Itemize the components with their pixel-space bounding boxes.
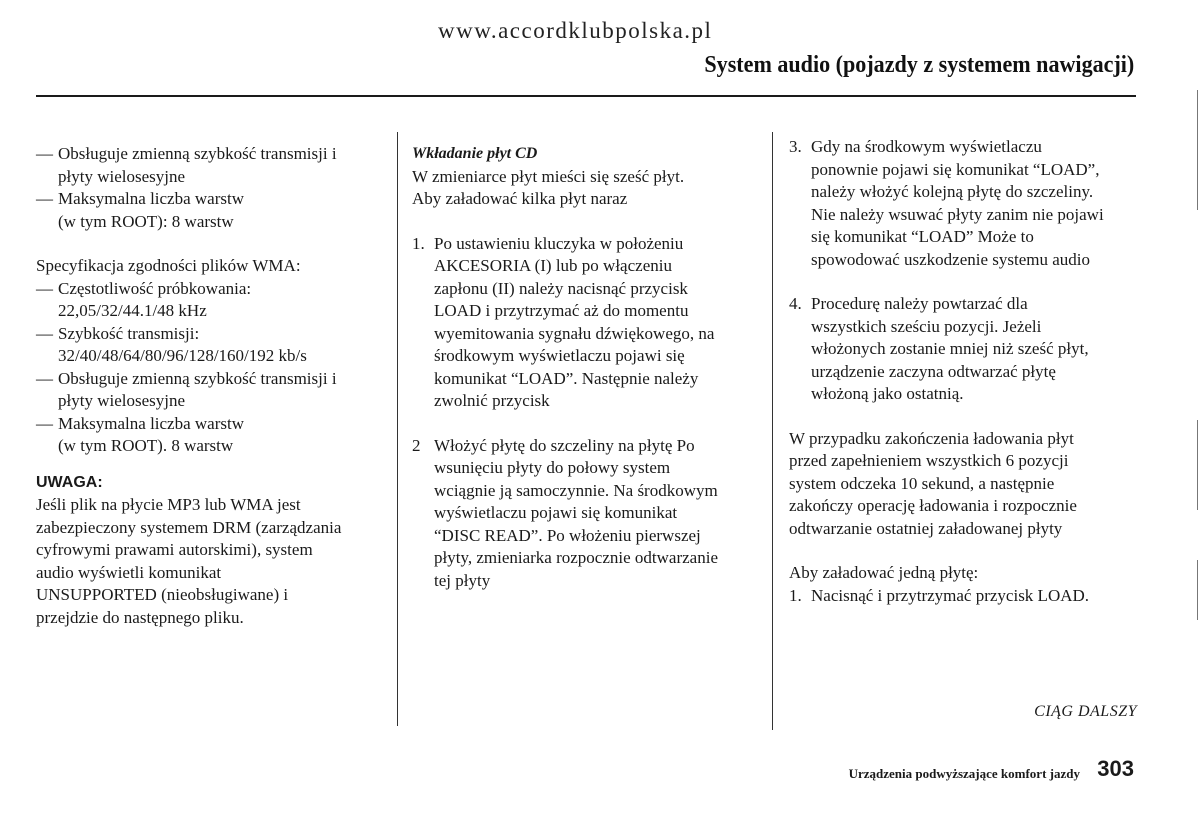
text-line: UNSUPPORTED (nieobsługiwane) i	[36, 585, 289, 604]
numbered-step	[789, 293, 1139, 406]
text-line: Obsługuje zmienną szybkość transmisji i	[58, 368, 337, 388]
text-line: płyty wielosesyjne	[58, 166, 186, 186]
text-line: Nie należy wsuwać płyty zanim nie pojawi	[811, 204, 1104, 224]
text-line: przed zapełnieniem wszystkich 6 pozycji	[789, 451, 1069, 470]
text-line: 22,05/32/44.1/48 kHz	[58, 301, 207, 320]
step-number: 1.	[412, 233, 425, 253]
page-title: System audio (pojazdy z systemem nawigacji)	[704, 52, 1134, 78]
page-edge-mark	[1197, 420, 1198, 510]
header-divider	[36, 95, 1136, 97]
text-line: odtwarzanie ostatniej załadowanej płyty	[789, 518, 1063, 538]
page-edge-mark	[1197, 90, 1198, 210]
text-line: zakończy operację ładowania i rozpocznie	[789, 496, 1077, 515]
text-line: system odczeka 10 sekund, a następnie	[789, 473, 1055, 493]
text-line: zwolnić przycisk	[434, 391, 550, 410]
text-line: ponownie pojawi się komunikat “LOAD”,	[811, 159, 1100, 179]
column-right	[789, 136, 1139, 607]
text-line: wsunięciu płyty do połowy system	[434, 458, 671, 477]
text-line: AKCESORIA (I) lub po włączeniu	[434, 256, 672, 275]
dash-bullet: —	[36, 144, 53, 163]
text-line: środkowym wyświetlaczu pojawi się	[434, 346, 685, 365]
step-number: 1.	[789, 585, 802, 605]
text-line: wyświetlaczu pojawi się komunikat	[434, 503, 678, 522]
text-line: Obsługuje zmienną szybkość transmisji i	[58, 144, 337, 163]
text-line: urządzenie zaczyna odtwarzać płytę	[811, 361, 1056, 381]
page-number: 303	[1097, 756, 1134, 781]
text-line: należy włożyć kolejną płytę do szczeliny.	[811, 182, 1094, 201]
text-line: zabezpieczony systemem DRM (zarządzania	[36, 517, 342, 537]
text-line: Włożyć płytę do szczeliny na płytę Po	[434, 435, 695, 455]
wma-spec-heading: Specyfikacja zgodności plików WMA:	[36, 256, 301, 275]
column-divider-1	[397, 132, 398, 726]
text-line: Jeśli plik na płycie MP3 lub WMA jest	[36, 495, 301, 514]
dash-bullet: —	[36, 189, 53, 208]
list-item	[36, 143, 388, 188]
text-line: Częstotliwość próbkowania:	[58, 278, 252, 298]
text-line: Procedurę należy powtarzać dla	[811, 294, 1028, 313]
list-item	[36, 278, 388, 323]
list-item	[36, 323, 388, 368]
list-item	[36, 413, 388, 458]
text-line: tej płyty	[434, 570, 491, 590]
text-line: wszystkich sześciu pozycji. Jeżeli	[811, 316, 1042, 336]
text-line: wciągnie ją samoczynnie. Na środkowym	[434, 480, 718, 500]
dash-bullet: —	[36, 278, 53, 298]
list-item	[36, 368, 388, 413]
text-line: Gdy na środkowym wyświetlaczu	[811, 137, 1042, 156]
text-line: spowodować uszkodzenie systemu audio	[811, 249, 1091, 269]
column-left	[36, 143, 388, 629]
text-line: wyemitowania sygnału dźwiękowego, na	[434, 323, 715, 343]
site-url[interactable]: www.accordklubpolska.pl	[438, 18, 713, 43]
text-line: włożonych zostanie mniej niż sześć płyt,	[811, 339, 1089, 358]
dash-bullet: —	[36, 323, 53, 343]
column-middle	[412, 143, 764, 592]
text-line: audio wyświetli komunikat	[36, 562, 222, 582]
text-line: 32/40/48/64/80/96/128/160/192 kb/s	[58, 346, 307, 365]
footer-section-label: Urządzenia podwyższające komfort jazdy	[848, 766, 1080, 781]
text-line: Maksymalna liczba warstw	[58, 413, 244, 433]
warning-heading: UWAGA:	[36, 473, 103, 491]
text-line: płyty wielosesyjne	[58, 391, 186, 410]
text-line: włożoną jako ostatnią.	[811, 384, 964, 403]
text-line: LOAD i przytrzymać aż do momentu	[434, 301, 689, 320]
numbered-step	[412, 435, 764, 593]
text-line: się komunikat “LOAD” Może to	[811, 227, 1034, 246]
numbered-step	[789, 136, 1139, 271]
step-number: 4.	[789, 294, 802, 313]
step-number: 3.	[789, 137, 802, 156]
step-number: 2	[412, 435, 421, 455]
continued-label: CIĄG DALSZY	[1034, 703, 1137, 720]
text-line: (w tym ROOT). 8 warstw	[58, 436, 234, 455]
text-line: W zmieniarce płyt mieści się sześć płyt.	[412, 166, 685, 186]
text-line: (w tym ROOT): 8 warstw	[58, 211, 234, 231]
single-disc-heading: Aby załadować jedną płytę:	[789, 563, 979, 582]
text-line: komunikat “LOAD”. Następnie należy	[434, 368, 699, 388]
text-line: zapłonu (II) należy nacisnąć przycisk	[434, 278, 688, 298]
text-line: Nacisnąć i przytrzymać przycisk LOAD.	[811, 585, 1090, 605]
list-item	[36, 188, 388, 233]
text-line: płyty, zmieniarka rozpocznie odtwarzanie	[434, 548, 718, 567]
dash-bullet: —	[36, 368, 53, 388]
dash-bullet: —	[36, 413, 53, 433]
section-subheading: Wkładanie płyt CD	[412, 145, 538, 162]
text-line: Szybkość transmisji:	[58, 323, 200, 343]
text-line: Maksymalna liczba warstw	[58, 189, 244, 208]
text-line: przejdzie do następnego pliku.	[36, 607, 244, 627]
page-edge-mark	[1197, 560, 1198, 620]
numbered-step	[412, 233, 764, 413]
text-line: cyfrowymi prawami autorskimi), system	[36, 540, 313, 559]
text-line: Po ustawieniu kluczyka w położeniu	[434, 233, 684, 253]
column-divider-2	[772, 132, 773, 730]
numbered-step	[789, 585, 1139, 608]
text-line: W przypadku zakończenia ładowania płyt	[789, 428, 1074, 448]
text-line: Aby załadować kilka płyt naraz	[412, 189, 628, 208]
text-line: “DISC READ”. Po włożeniu pierwszej	[434, 525, 701, 545]
